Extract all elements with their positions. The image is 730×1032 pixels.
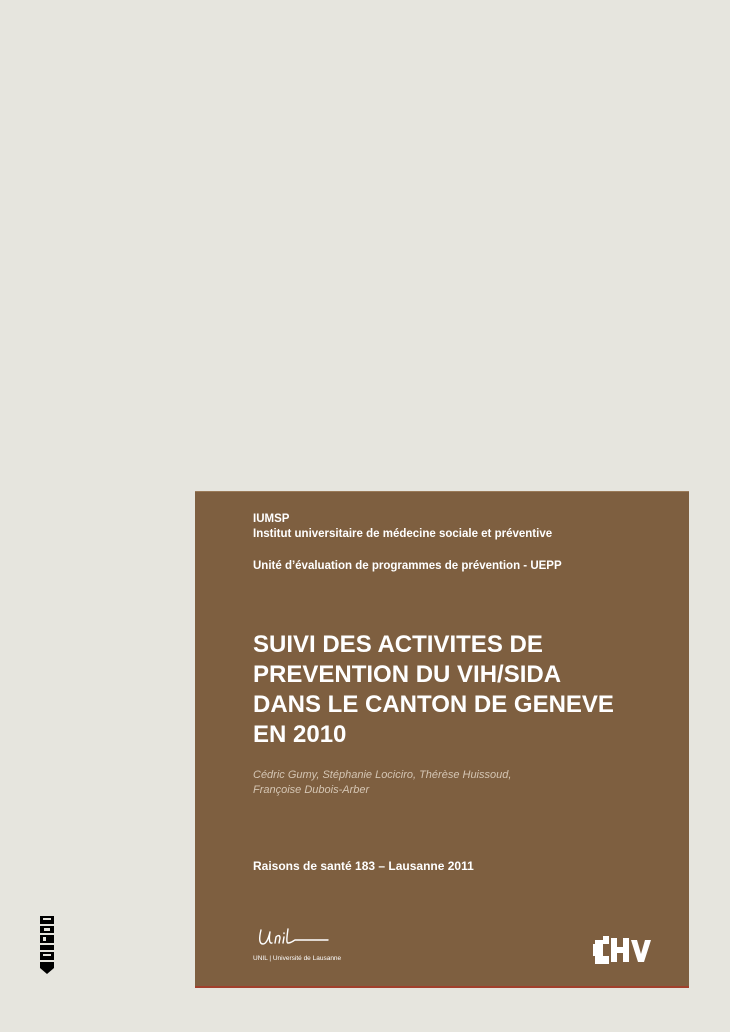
title-line: EN 2010 bbox=[253, 721, 347, 748]
unil-signature-icon bbox=[253, 924, 333, 954]
title-line: PREVENTION DU VIH/SIDA bbox=[253, 661, 562, 688]
unil-logo bbox=[253, 924, 363, 968]
book-spine-logo-icon bbox=[39, 916, 55, 974]
institute-acronym: IUMSP bbox=[253, 513, 290, 525]
institute-full-name: Institut universitaire de médecine sociale et préventive bbox=[253, 528, 553, 540]
title-line: SUIVI DES ACTIVITES DE bbox=[253, 631, 543, 658]
cover-panel bbox=[195, 491, 689, 988]
authors-line: Cédric Gumy, Stéphanie Lociciro, Thérèse Huissoud, bbox=[253, 769, 512, 781]
authors-line: Françoise Dubois-Arber bbox=[253, 784, 370, 796]
series-info: Raisons de santé 183 – Lausanne 2011 bbox=[253, 859, 474, 873]
authors bbox=[253, 768, 511, 798]
chuv-logo-icon bbox=[593, 934, 655, 966]
report-title bbox=[253, 630, 673, 750]
side-logo bbox=[39, 916, 55, 974]
title-line: DANS LE CANTON DE GENEVE bbox=[253, 691, 614, 718]
chuv-logo bbox=[593, 934, 655, 966]
unil-tagline: UNIL | Université de Lausanne bbox=[253, 955, 342, 962]
unit-name: Unité d’évaluation de programmes de prévention - UEPP bbox=[253, 560, 562, 572]
